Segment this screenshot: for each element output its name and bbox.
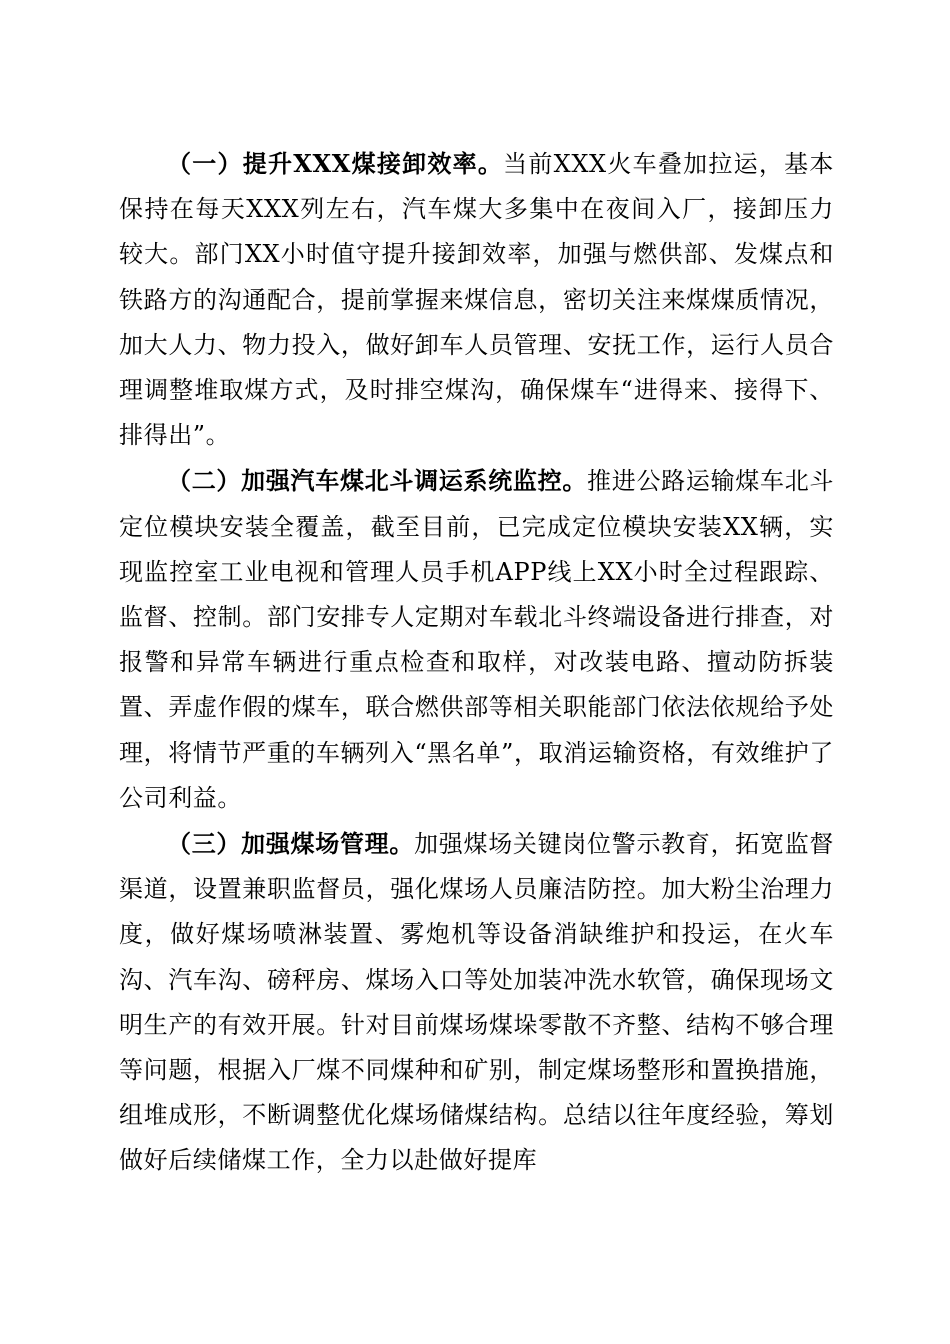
section-2-body: 推进公路运输煤车北斗定位模块安装全覆盖，截至目前，已完成定位模块安装XX辆，实现监控室工业电视和管理人员手机APP线上XX小时全过程跟踪、监督、控制。部门安排专人定期对车载北斗终端设备进行排查，对报警和异常车辆进行重点检查和取样，对改装电路、擅动防拆装置、弄虚作假的煤车，联合燃供部等相关职能部门依法依规给予处理，将情节严重的车辆列入“黑名单”，取消运输资格，有效维护了公司利益。: [119, 467, 834, 812]
section-3-heading: （三）加强煤场管理。: [167, 829, 415, 859]
section-2-heading: （二）加强汽车煤北斗调运系统监控。: [167, 466, 588, 496]
section-1-paragraph: [119, 141, 834, 458]
section-2-paragraph: [119, 458, 834, 821]
section-1-heading: （一）提升XXX煤接卸效率。: [167, 149, 504, 178]
section-3-paragraph: [119, 821, 834, 1184]
section-1-body: 当前XXX火车叠加拉运，基本保持在每天XXX列左右，汽车煤大多集中在夜间入厂，接卸压力较大。部门XX小时值守提升接卸效率，加强与燃供部、发煤点和铁路方的沟通配合，提前掌握来煤信息，密切关注来煤煤质情况，加大人力、物力投入，做好卸车人员管理、安抚工作，运行人员合理调整堆取煤方式，及时排空煤沟，确保煤车“进得来、接得下、排得出”。: [119, 150, 834, 450]
section-3-body: 加强煤场关键岗位警示教育，拓宽监督渠道，设置兼职监督员，强化煤场人员廉洁防控。加大粉尘治理力度，做好煤场喷淋装置、雾炮机等设备消缺维护和投运，在火车沟、汽车沟、磅秤房、煤场入口等处加装冲洗水软管，确保现场文明生产的有效开展。针对目前煤场煤垛零散不齐整、结构不够合理等问题，根据入厂煤不同煤种和矿别，制定煤场整形和置换措施，组堆成形，不断调整优化煤场储煤结构。总结以往年度经验，筹划做好后续储煤工作，全力以赴做好提库: [119, 830, 834, 1175]
